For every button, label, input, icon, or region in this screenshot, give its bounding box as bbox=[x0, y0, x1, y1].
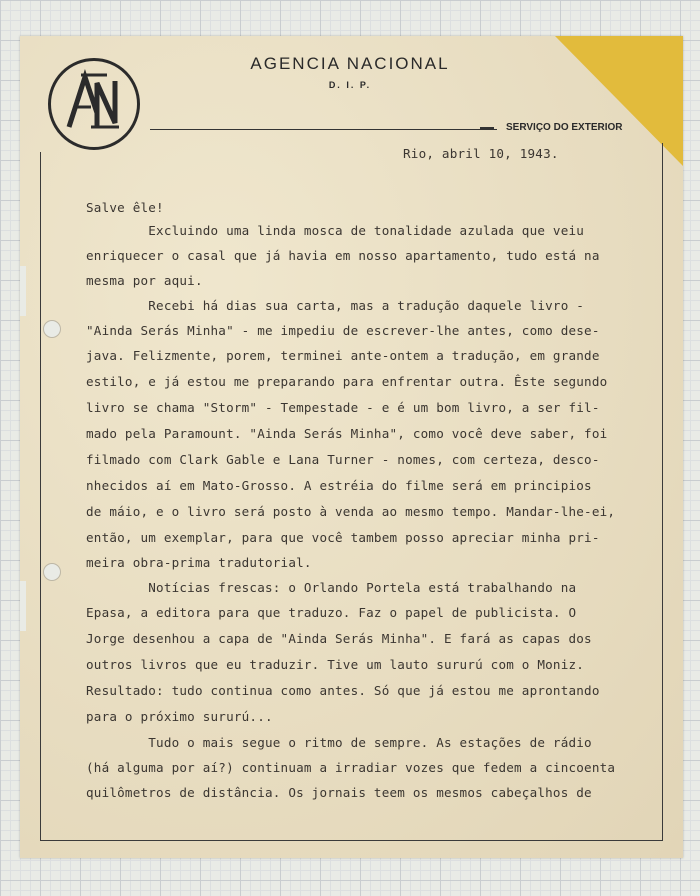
letterhead-rule bbox=[150, 129, 497, 130]
letter-greeting: Salve êle! bbox=[86, 200, 164, 215]
letter-line: meira obra-prima tradutorial. bbox=[86, 555, 312, 570]
letter-line: Excluindo uma linda mosca de tonalidade azulada que veiu bbox=[86, 223, 585, 238]
letter-line: estilo, e já estou me preparando para enfrentar outra. Êste segundo bbox=[86, 374, 608, 389]
letter-line: para o próximo sururú... bbox=[86, 709, 273, 724]
letter-line: mado pela Paramount. "Ainda Serás Minha", como você deve saber, foi bbox=[86, 426, 608, 441]
letter-line: outros livros que eu traduzir. Tive um lauto sururú com o Moniz. bbox=[86, 657, 585, 672]
service-label: SERVIÇO DO EXTERIOR bbox=[506, 122, 623, 133]
margin-rule-right bbox=[662, 143, 663, 840]
margin-rule-bottom bbox=[40, 840, 663, 841]
corner-tab bbox=[555, 36, 683, 166]
paper-tear bbox=[20, 581, 26, 631]
punch-hole bbox=[43, 320, 61, 338]
department-label: D. I. P. bbox=[328, 80, 372, 90]
letter-line: de máio, e o livro será posto à venda ao mesmo tempo. Mandar-lhe-ei, bbox=[86, 504, 616, 519]
letter-line: nhecidos aí em Mato-Grosso. A estréia do filme será em principios bbox=[86, 478, 592, 493]
letter-line: Notícias frescas: o Orlando Portela está trabalhando na bbox=[86, 580, 577, 595]
margin-rule-left bbox=[40, 152, 41, 840]
punch-hole bbox=[43, 563, 61, 581]
agency-title: AGENCIA NACIONAL bbox=[250, 54, 450, 73]
letter-line: filmado com Clark Gable e Lana Turner - nomes, com certeza, desco- bbox=[86, 452, 600, 467]
letterhead-rule-mark bbox=[480, 127, 494, 130]
letter-line: "Ainda Serás Minha" - me impediu de escrever-lhe antes, como dese- bbox=[86, 323, 600, 338]
monogram-icon bbox=[51, 61, 137, 147]
letter-date: Rio, abril 10, 1943. bbox=[403, 146, 559, 161]
letter-line: (há alguma por aí?) continuam a irradiar vozes que fedem a cincoenta bbox=[86, 760, 616, 775]
letter-line: java. Felizmente, porem, terminei ante-ontem a tradução, em grande bbox=[86, 348, 600, 363]
letter-line: Epasa, a editora para que traduzo. Faz o papel de publicista. O bbox=[86, 605, 577, 620]
letter-line: quilômetros de distância. Os jornais teem os mesmos cabeçalhos de bbox=[86, 785, 592, 800]
letter-line: enriquecer o casal que já havia em nosso apartamento, tudo está na bbox=[86, 248, 600, 263]
letter-line: mesma por aqui. bbox=[86, 273, 203, 288]
paper-tear bbox=[20, 266, 26, 316]
letter-line: então, um exemplar, para que você tambem posso apreciar minha pri- bbox=[86, 530, 600, 545]
letter-line: livro se chama "Storm" - Tempestade - e é um bom livro, a ser fil- bbox=[86, 400, 600, 415]
letter-line: Tudo o mais segue o ritmo de sempre. As estações de rádio bbox=[86, 735, 592, 750]
letter-line: Recebi há dias sua carta, mas a tradução daquele livro - bbox=[86, 298, 585, 313]
agency-monogram-logo bbox=[48, 58, 140, 150]
letter-line: Jorge desenhou a capa de "Ainda Serás Minha". E fará as capas dos bbox=[86, 631, 592, 646]
letter-line: Resultado: tudo continua como antes. Só que já estou me aprontando bbox=[86, 683, 600, 698]
